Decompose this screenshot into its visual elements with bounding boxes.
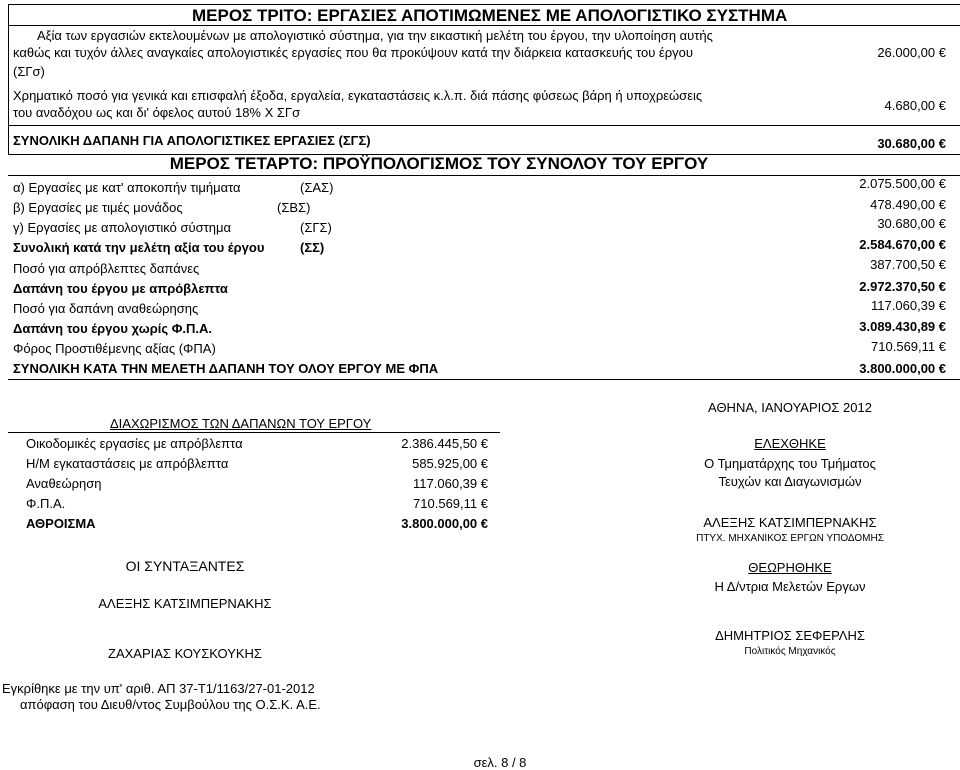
- checked-degree: ΠΤΥΧ. ΜΗΧΑΝΙΚΟΣ ΕΡΓΩΝ ΥΠΟΔΟΜΗΣ: [696, 533, 884, 544]
- approval-line-2: απόφαση του Διευθ/ντος Συμβούλου της Ο.Σ.Κ. Α.Ε.: [20, 697, 321, 712]
- author-2: ΖΑΧΑΡΙΑΣ ΚΟΥΣΚΟΥΚΗΣ: [108, 646, 262, 661]
- approved-name: ΔΗΜΗΤΡΙΟΣ ΣΕΦΕΡΛΗΣ: [715, 628, 865, 643]
- checked-title: ΕΛΕΧΘΗΚΕ: [754, 436, 826, 451]
- breakdown-title: ΔΙΑΧΩΡΙΣΜΟΣ ΤΩΝ ΔΑΠΑΝΩΝ ΤΟΥ ΕΡΓΟΥ: [110, 416, 372, 431]
- part4-row-code: (ΣΑΣ): [300, 180, 334, 195]
- page-number: σελ. 8 / 8: [473, 755, 527, 770]
- part4-row-value: 2.075.500,00 €: [859, 176, 946, 191]
- part4-row-value: 478.490,00 €: [870, 197, 946, 212]
- part3-total-value: 30.680,00 €: [877, 136, 946, 151]
- part4-row-value: 2.584.670,00 €: [859, 237, 946, 252]
- part4-row-value: 387.700,50 €: [870, 257, 946, 272]
- breakdown-row-value: 117.060,39 €: [413, 476, 488, 491]
- part4-row-label: Δαπάνη του έργου χωρίς Φ.Π.Α.: [13, 321, 213, 336]
- divider: [8, 432, 500, 433]
- divider: [8, 125, 960, 126]
- approved-title: ΘΕΩΡΗΘΗΚΕ: [748, 560, 832, 575]
- part3-row1-line2: καθώς και τυχόν άλλες αναγκαίες απολογιστικές εργασίες που θα προκύψουν κατά την διάρκεια κατασκευής του έργου: [13, 45, 693, 60]
- checked-role-1: Ο Τμηματάρχης του Τμήματος: [704, 456, 876, 471]
- part3-total-label: ΣΥΝΟΛΙΚΗ ΔΑΠΑΝΗ ΓΙΑ ΑΠΟΛΟΓΙΣΤΙΚΕΣ ΕΡΓΑΣΙΕΣ (ΣΓΣ): [13, 133, 371, 148]
- part3-title: ΜΕΡΟΣ ΤΡΙΤΟ: ΕΡΓΑΣΙΕΣ ΑΠΟΤΙΜΩΜΕΝΕΣ ΜΕ ΑΠΟΛΟΓΙΣΤΙΚΟ ΣΥΣΤΗΜΑ: [192, 6, 788, 25]
- part3-row2-line1: Χρηματικό ποσό για γενικά και επισφαλή έξοδα, εργαλεία, εγκαταστάσεις κ.λ.π. διά πάσης φύσεως βάρη ή υποχρεώσεις: [13, 88, 703, 103]
- part4-row-code: (ΣΓΣ): [300, 220, 332, 235]
- part3-row2-value: 4.680,00 €: [884, 98, 946, 113]
- part4-title-text: ΜΕΡΟΣ ΤΕΤΑΡΤΟ: ΠΡΟΫΠΟΛΟΓΙΣΜΟΣ ΤΟΥ ΣΥΝΟΛΟΥ ΤΟΥ ΕΡΓΟΥ: [169, 154, 709, 173]
- part3-section: [8, 4, 960, 154]
- part3-row1-value: 26.000,00 €: [877, 45, 946, 60]
- part3-row2-line2: του αναδόχου ως και δι' όφελος αυτού 18% Χ ΣΓσ: [13, 105, 301, 120]
- grand-total-value: 3.800.000,00 €: [859, 361, 946, 376]
- part4-row-value: 710.569,11 €: [871, 339, 946, 354]
- part4-row-label: γ) Εργασίες με απολογιστικό σύστημα: [13, 220, 231, 235]
- grand-total-label: ΣΥΝΟΛΙΚΗ ΚΑΤΑ ΤΗΝ ΜΕΛΕΤΗ ΔΑΠΑΝΗ ΤΟΥ ΟΛΟΥ ΕΡΓΟΥ ΜΕ ΦΠΑ: [13, 361, 439, 376]
- part4-row-value: 2.972.370,50 €: [859, 279, 946, 294]
- divider: [8, 175, 960, 176]
- breakdown-row-value: 585.925,00 €: [412, 456, 488, 471]
- part4-row-value: 3.089.430,89 €: [859, 319, 946, 334]
- part4-title: [8, 154, 960, 174]
- approved-degree: Πολιτικός Μηχανικός: [744, 646, 836, 657]
- document-date: ΑΘΗΝΑ, ΙΑΝΟΥΑΡΙΟΣ 2012: [708, 400, 872, 415]
- authors-title: ΟΙ ΣΥΝΤΑΞΑΝΤΕΣ: [125, 558, 245, 574]
- checked-name: ΑΛΕΞΗΣ ΚΑΤΣΙΜΠΕΡΝΑΚΗΣ: [703, 515, 877, 530]
- checked-role-2: Τευχών και Διαγωνισμών: [718, 474, 862, 489]
- part3-row1-line1: Αξία των εργασιών εκτελουμένων με απολογιστικό σύστημα, για την εικαστική μελέτη του έργου, την υλοποίηση αυτής: [37, 28, 713, 43]
- part4-row-label: Συνολική κατά την μελέτη αξία του έργου: [13, 240, 265, 255]
- breakdown-row-value: 2.386.445,50 €: [401, 436, 488, 451]
- approval-line-1: Εγκρίθηκε με την υπ' αριθ. ΑΠ 37-Τ1/1163/27-01-2012: [2, 681, 315, 696]
- breakdown-total-label: ΑΘΡΟΙΣΜΑ: [26, 516, 96, 531]
- breakdown-row-label: Οικοδομικές εργασίες με απρόβλεπτα: [26, 436, 243, 451]
- breakdown-total-value: 3.800.000,00 €: [401, 516, 488, 531]
- breakdown-row-label: Φ.Π.Α.: [26, 496, 66, 511]
- divider: [8, 379, 960, 380]
- part4-row-label: Ποσό για δαπάνη αναθεώρησης: [13, 301, 199, 316]
- part4-row-code: (ΣΒΣ): [277, 200, 311, 215]
- part4-row-label: α) Εργασίες με κατ' αποκοπήν τιμήματα: [13, 180, 241, 195]
- part4-row-label: Φόρος Προστιθέμενης αξίας (ΦΠΑ): [13, 341, 216, 356]
- part4-row-label: Δαπάνη του έργου με απρόβλεπτα: [13, 281, 228, 296]
- part4-row-value: 30.680,00 €: [877, 216, 946, 231]
- author-1: ΑΛΕΞΗΣ ΚΑΤΣΙΜΠΕΡΝΑΚΗΣ: [98, 596, 272, 611]
- part4-row-label: β) Εργασίες με τιμές μονάδος: [13, 200, 183, 215]
- breakdown-row-label: Αναθεώρηση: [26, 476, 102, 491]
- part4-row-value: 117.060,39 €: [871, 298, 946, 313]
- part4-row-code: (ΣΣ): [300, 240, 325, 255]
- breakdown-row-label: Η/Μ εγκαταστάσεις με απρόβλεπτα: [26, 456, 229, 471]
- breakdown-row-value: 710.569,11 €: [413, 496, 488, 511]
- part4-row-label: Ποσό για απρόβλεπτες δαπάνες: [13, 261, 200, 276]
- part3-row1-line3: (ΣΓσ): [13, 64, 45, 79]
- approved-role: Η Δ/ντρια Μελετών Εργων: [714, 579, 866, 594]
